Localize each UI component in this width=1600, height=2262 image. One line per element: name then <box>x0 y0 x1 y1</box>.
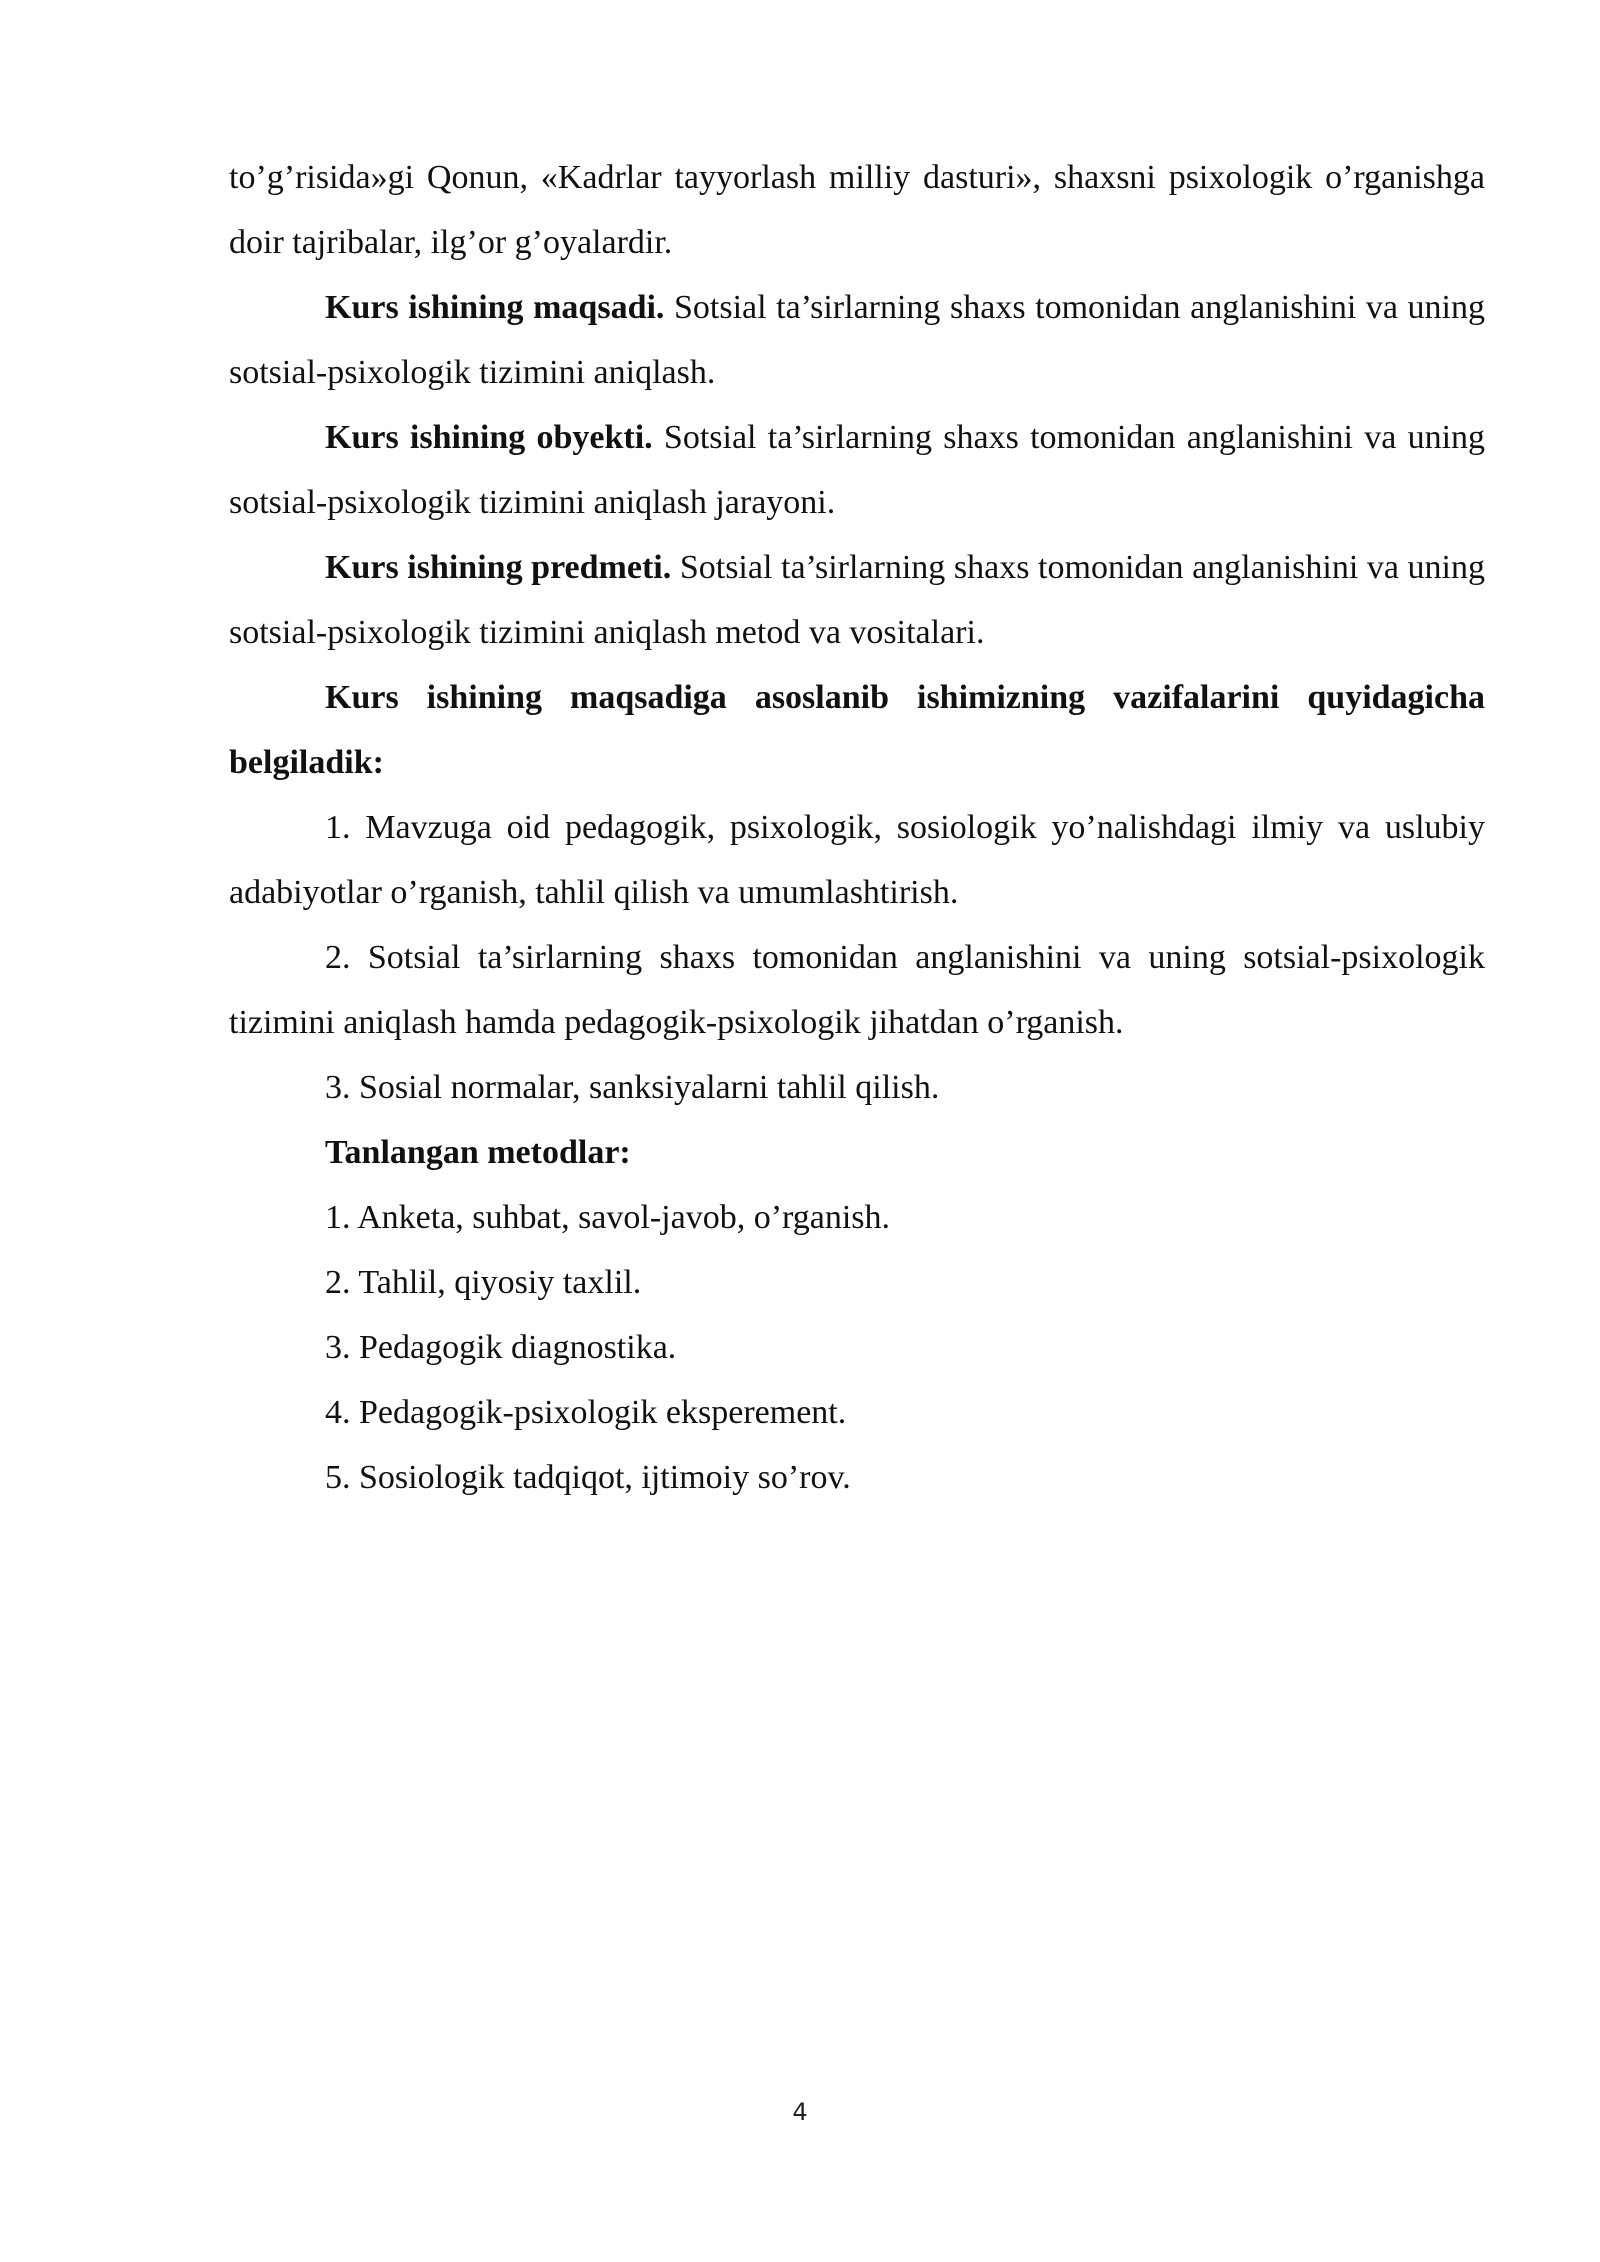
object-label: Kurs ishining obyekti. <box>325 419 653 456</box>
method-item-5: 5. Sosiologik tadqiqot, ijtimoiy so’rov. <box>325 1459 851 1496</box>
method-item-2: 2. Tahlil, qiyosiy taxlil. <box>325 1264 642 1301</box>
goal-text: Sotsial ta’sirlarning shaxs tomonidan anglanishini va uning sotsial-psixologik tizimini aniqlash. <box>229 289 1486 391</box>
document-page <box>229 145 1485 1510</box>
tasks-heading <box>229 665 1485 795</box>
method-item-1: 1. Anketa, suhbat, savol-javob, o’rganish. <box>325 1199 891 1236</box>
methods-heading-text: Tanlangan metodlar: <box>325 1134 631 1171</box>
subject-paragraph <box>229 535 1485 665</box>
subject-text: Sotsial ta’sirlarning shaxs tomonidan anglanishini va uning sotsial-psixologik tizimini aniqlash metod va vositalari. <box>229 549 1486 651</box>
method-item-3: 3. Pedagogik diagnostika. <box>325 1329 677 1366</box>
goal-paragraph <box>229 275 1485 405</box>
subject-label: Kurs ishining predmeti. <box>325 549 672 586</box>
task-item-2: 2. Sotsial ta’sirlarning shaxs tomonidan anglanishini va uning sotsial-psixologik tizimini aniqlash hamda pedagogik-psixologik jihatdan o’rganish. <box>229 939 1485 1041</box>
methods-heading <box>229 1120 1485 1185</box>
task-item-1: 1. Mavzuga oid pedagogik, psixologik, sosiologik yo’nalishdagi ilmiy va uslubiy adabiyotlar o’rganish, tahlil qilish va umumlashtirish. <box>229 809 1485 911</box>
object-text: Sotsial ta’sirlarning shaxs tomonidan anglanishini va uning sotsial-psixologik tizimini aniqlash jarayoni. <box>229 419 1486 521</box>
method-item-4: 4. Pedagogik-psixologik eksperement. <box>325 1394 847 1431</box>
intro-paragraph: to’g’risida»gi Qonun, «Kadrlar tayyorlash milliy dasturi», shaxsni psixologik o’rganishga doir tajribalar, ilg’or g’oyalardir. <box>229 159 1485 261</box>
object-paragraph <box>229 405 1485 535</box>
task-item-3: 3. Sosial normalar, sanksiyalarni tahlil qilish. <box>325 1069 940 1106</box>
tasks-heading-text: Kurs ishining maqsadiga asoslanib ishimizning vazifalarini quyidagicha belgiladik: <box>229 679 1485 781</box>
goal-label: Kurs ishining maqsadi. <box>325 289 665 326</box>
page-number: 4 <box>792 2098 808 2126</box>
